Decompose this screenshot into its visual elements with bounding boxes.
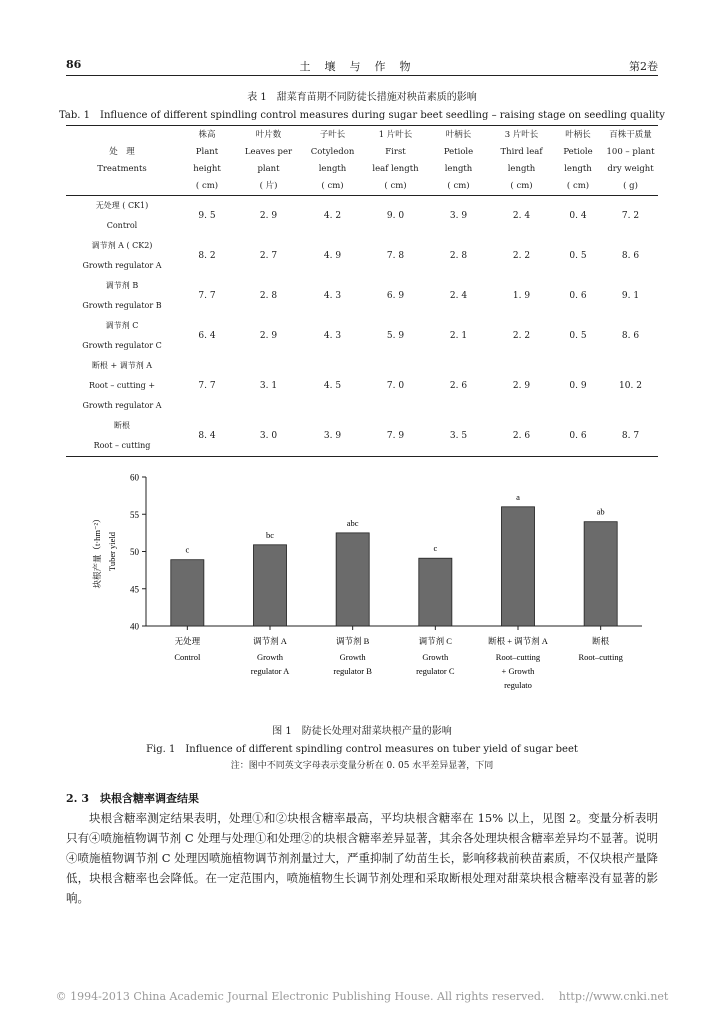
table-cell: 7. 2 [621, 211, 640, 221]
table-cell: 0. 5 [569, 331, 587, 341]
y-tick-label: 60 [130, 472, 139, 483]
significance-label: c [433, 543, 438, 554]
x-tick-label-en: regulator B [333, 666, 372, 676]
figure-note: 注：图中不同英文字母表示变量分析在 0. 05 水平差异显著，下同 [230, 761, 494, 771]
figure-caption-en: Fig. 1 Influence of different spindling control measures on tuber yield of sugar beet [146, 744, 578, 755]
table-cell: 2. 4 [449, 291, 468, 301]
table-cell: 0. 6 [569, 291, 587, 301]
col-header: 叶柄长 Petiole length ( cm) [427, 126, 490, 196]
bar [171, 560, 204, 626]
x-tick-label-cn: 调节剂 C [418, 636, 452, 646]
bar [501, 507, 534, 626]
table-cell: 4. 2 [323, 211, 342, 221]
x-tick-label-en: regulator A [250, 666, 290, 676]
table-cell: 5. 9 [386, 331, 405, 341]
table-cell: 0. 5 [569, 251, 587, 261]
x-tick-label-en: Growth [422, 652, 449, 662]
y-axis-label-en: Tuber yield [107, 531, 117, 572]
table-cell: 2. 8 [259, 291, 278, 301]
table-cell: 4. 5 [323, 381, 342, 391]
table-cell: 9. 1 [621, 291, 640, 301]
table-cell: 2. 9 [259, 211, 278, 221]
treatment-cell: 无处理 ( CK1) Control [95, 201, 149, 230]
col-header: 株高 Plant height ( cm) [178, 126, 236, 196]
col-header: 3 片叶长 Third leaf length ( cm) [490, 126, 553, 196]
treatment-cell: 调节剂 A ( CK2) Growth regulator A [82, 241, 162, 270]
significance-label: bc [265, 529, 275, 540]
x-tick-label-en: + Growth [501, 666, 535, 676]
x-tick-label-en: Growth [339, 652, 366, 662]
table-row [66, 196, 658, 237]
table-cell: 7. 8 [386, 251, 405, 261]
x-tick-label-en: regulato [504, 680, 532, 690]
table-cell: 2. 6 [449, 381, 468, 391]
y-axis-label-cn: 块根产量（t·hm⁻²） [92, 514, 102, 589]
table-cell: 6. 9 [386, 291, 405, 301]
table-cell: 8. 4 [178, 416, 236, 457]
col-header: 叶柄长 Petiole length ( cm) [553, 126, 603, 196]
table-cell: 2. 9 [512, 381, 531, 391]
table-cell: 3. 0 [236, 416, 301, 457]
y-tick-label: 55 [130, 509, 139, 520]
table-caption-en: Tab. 1 Influence of different spindling control measures during sugar beet seedling – raising stage on seedling quality [59, 110, 665, 121]
significance-label: abc [346, 517, 359, 528]
table-row [66, 416, 658, 457]
table-cell: 9. 0 [386, 211, 405, 221]
x-tick-label-cn: 断根 + 调节剂 A [488, 636, 548, 646]
table-cell: 2. 6 [490, 416, 553, 457]
table-cell: 0. 4 [569, 211, 587, 221]
table-cell: 2. 8 [449, 251, 468, 261]
journal-title: 土壤与作物 [299, 60, 425, 73]
section-heading: 2. 3 块根含糖率调查结果 [66, 792, 199, 805]
col-header: 处 理 Treatments [66, 126, 178, 196]
x-tick-label-en: Control [174, 652, 201, 662]
table-cell: 7. 9 [364, 416, 427, 457]
treatment-cell: 调节剂 B Growth regulator B [82, 281, 162, 310]
table-cell: 1. 9 [512, 291, 531, 301]
table-header-row [66, 126, 658, 196]
y-tick-label: 40 [130, 621, 139, 632]
treatment-cell: 调节剂 C Growth regulator C [82, 321, 162, 350]
table-row [66, 236, 658, 276]
table-cell: 2. 2 [512, 331, 531, 341]
x-tick-label-cn: 调节剂 A [253, 636, 287, 646]
col-header: 子叶长 Cotyledon length ( cm) [301, 126, 364, 196]
copyright-footer: © 1994-2013 China Academic Journal Electronic Publishing House. All rights reserved. http://www.cnki.net [55, 990, 669, 1003]
bar [584, 522, 617, 626]
table-cell: 8. 7 [603, 416, 658, 457]
table-cell: 3. 1 [259, 381, 278, 391]
table-row [66, 316, 658, 356]
table-cell: 4. 3 [323, 291, 342, 301]
y-tick-label: 45 [130, 584, 139, 595]
page-number: 86 [66, 58, 82, 71]
x-tick-label-en: Root–cutting [495, 652, 541, 662]
table-cell: 4. 9 [323, 251, 342, 261]
page-header [66, 56, 658, 76]
figure-caption-cn: 图 1 防徒长处理对甜菜块根产量的影响 [272, 726, 452, 737]
bar [336, 533, 369, 626]
x-tick-label-en: regulator C [416, 666, 455, 676]
table-cell: 3. 5 [427, 416, 490, 457]
table-cell: 2. 9 [259, 331, 278, 341]
bar [419, 558, 452, 626]
significance-label: c [185, 544, 190, 555]
seedling-quality-table [66, 125, 658, 457]
table-cell: 8. 6 [621, 251, 640, 261]
y-tick-label: 50 [130, 547, 139, 557]
x-tick-label-cn: 调节剂 B [336, 636, 370, 646]
table-cell: 4. 3 [323, 331, 342, 341]
table-caption-cn: 表 1 甜菜育苗期不同防徒长措施对秧苗素质的影响 [247, 92, 477, 103]
table-cell: 7. 0 [386, 381, 405, 391]
table-cell: 8. 2 [198, 251, 216, 261]
x-tick-label-cn: 断根 [592, 636, 610, 646]
x-tick-label-en: Root–cutting [578, 652, 623, 662]
col-header: 百株干质量 100 – plant dry weight ( g) [603, 126, 658, 196]
body-paragraph: 块根含糖率测定结果表明，处理①和②块根含糖率最高，平均块根含糖率在 15% 以上，见图 2。变量分析表明只有④喷施植物调节剂 C 处理与处理①和处理②的块根含糖率差异显著，其余各处理块根含糖率差异均不显著。说明④喷施植物调节剂 C 处理因喷施植物调节剂剂量过大，严重抑制了幼苗生长，影响移栽前秧苗素质，不仅块根产量降低，块根含糖率也会降低。在一定范围内，喷施植物生长调节剂处理和采取断根处理对甜菜块根含糖率没有显著的影响。 [66, 811, 658, 905]
table-cell: 3. 9 [449, 211, 468, 221]
table-cell: 9. 5 [198, 211, 216, 221]
table-cell: 7. 7 [198, 381, 216, 391]
significance-label: a [516, 491, 520, 502]
table-cell: 7. 7 [198, 291, 216, 301]
volume-label: 第2卷 [629, 60, 658, 73]
x-tick-label-cn: 无处理 [174, 636, 201, 646]
table-row [66, 276, 658, 316]
col-header: 1 片叶长 First leaf length ( cm) [364, 126, 427, 196]
table-cell: 8. 6 [621, 331, 640, 341]
table-cell: 3. 9 [301, 416, 364, 457]
significance-label: ab [596, 506, 605, 517]
table-cell: 2. 2 [512, 251, 531, 261]
table-cell: 10. 2 [619, 381, 642, 391]
x-tick-label-en: Growth [257, 652, 283, 662]
table-row [66, 356, 658, 416]
treatment-cell: 断根 Root – cutting [66, 416, 178, 457]
col-header: 叶片数 Leaves per plant ( 片) [236, 126, 301, 196]
table-cell: 2. 7 [259, 251, 278, 261]
bar [253, 545, 286, 626]
table-cell: 2. 4 [512, 211, 531, 221]
table-cell: 0. 9 [569, 381, 587, 391]
treatment-cell: 断根 + 调节剂 A Root – cutting + Growth regulator A [82, 361, 162, 410]
table-cell: 0. 6 [553, 416, 603, 457]
tuber-yield-chart [0, 460, 724, 710]
table-cell: 2. 1 [449, 331, 468, 341]
table-cell: 6. 4 [198, 331, 216, 341]
